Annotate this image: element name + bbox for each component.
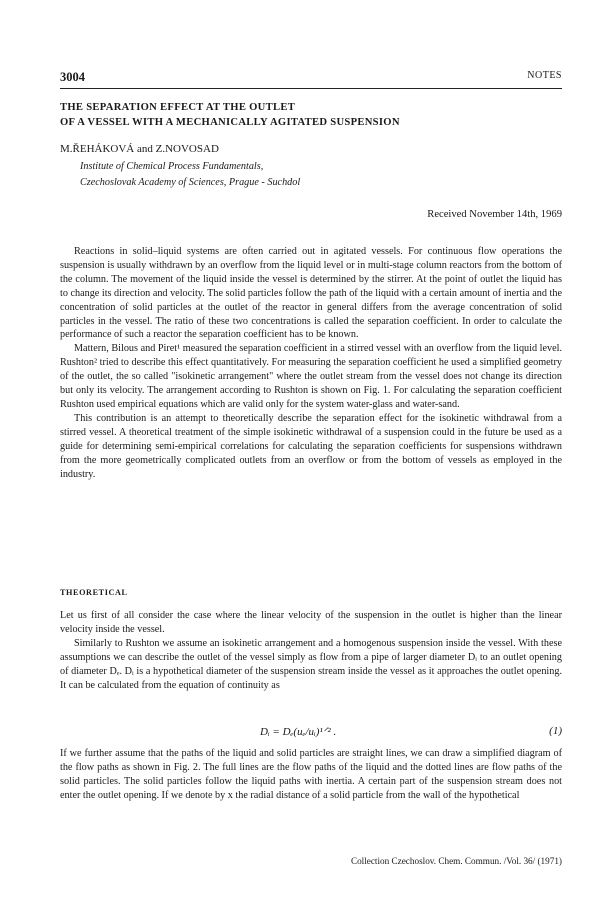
title-line-2: OF A VESSEL WITH A MECHANICALLY AGITATED SUSPENSION [60, 117, 400, 128]
header-rule [60, 88, 562, 89]
affiliation [80, 159, 300, 191]
running-header [60, 70, 562, 86]
paragraph: Reactions in solid–liquid systems are often carried out in agitated vessels. For continuous flow operations the suspension is usually withdrawn by an overflow from the liquid level or in multi-stage column reactors from the bottom of the column. The movement of the liquid inside the vessel is determined by the stirrer. At the point of outlet the liquid has to change its direction and velocity. The solid particles follow the path of the liquid with a certain amount of inertia and the concentration of solid particles at the outlet of the reactor in general differs from the average concentration of solid particles in the vessel. The ratio of these two concentrations is called the separation coefficient. In order to calculate the performance of such a reactor the separation coefficient has to be known. [60, 246, 562, 341]
journal-footer: Collection Czechoslov. Chem. Commun. /Vol. 36/ (1971) [350, 856, 562, 866]
article-title [60, 100, 580, 130]
paragraph: If we further assume that the paths of the liquid and solid particles are straight lines, we can draw a simplified diagram of the flow paths as shown in Fig. 2. The full lines are the flow paths of the liquid and the dotted lines are flow paths of the solid particles. The solid particles follow the liquid paths with inertia. A certain part of the suspension stream does not enter the outlet opening. If we denote by x the radial distance of a solid particle from the wall of the hypothetical [60, 748, 562, 801]
paragraph: Mattern, Bilous and Piret¹ measured the separation coefficient in a stirred vessel with an overflow from the liquid level. Rushton² tried to describe this effect quantitatively. For measuring the separation coefficient he used a simplified geometry of the outlet, the so called "isokinetic arrangement" where the outlet stream from the vessel does not change its direction but only its velocity. The arrangement according to Rushton is shown on Fig. 1. For calculating the separation coefficient Rushton used empirical equations which are valid only for the system water-glass and water-sand. [60, 343, 562, 410]
authors: M.ŘEHÁKOVÁ and Z.NOVOSAD [60, 143, 219, 155]
section-label: NOTES [527, 70, 562, 81]
affiliation-line-2: Czechoslovak Academy of Sciences, Prague - Suchdol [80, 177, 301, 188]
equation-1 [60, 725, 562, 741]
affiliation-line-1: Institute of Chemical Process Fundamentals, [80, 161, 264, 172]
paragraph: Similarly to Rushton we assume an isokinetic arrangement and a homogenous suspension inside the vessel. With these assumptions we can describe the outlet of the vessel simply as flow from a pipe of larger diameter Dᵢ to an outlet opening of diameter Dₑ. Dᵢ is a hypothetical diameter of the suspension stream inside the vessel as it approaches the outlet opening. It can be calculated from the equation of continuity as [60, 637, 562, 691]
paragraph: Let us first of all consider the case where the linear velocity of the suspension in the outlet is higher than the linear velocity inside the vessel. [60, 610, 562, 635]
page-number: 3004 [60, 70, 85, 84]
post-equation-text [60, 747, 562, 803]
theory-text [60, 609, 562, 692]
introduction-text [60, 245, 562, 481]
section-heading: THEORETICAL [60, 588, 128, 597]
equation-number: (1) [549, 725, 562, 737]
received-date: Received November 14th, 1969 [427, 209, 562, 220]
paragraph: This contribution is an attempt to theoretically describe the separation effect for the isokinetic withdrawal from a stirred vessel. A theoretical treatment of the simple isokinetic withdrawal of a suspension could in the future be used as a guide for determining semi-empirical correlations for calculating the separation coefficients for suspensions withdrawn from the more geometrically complicated outlets from an overflow or from the bottom of vessels as employed in the industry. [60, 412, 562, 480]
equation-text: Dᵢ = Dₑ(uₑ/uᵢ)¹ᐟ² . [260, 726, 337, 738]
title-line-1: THE SEPARATION EFFECT AT THE OUTLET [60, 102, 296, 113]
